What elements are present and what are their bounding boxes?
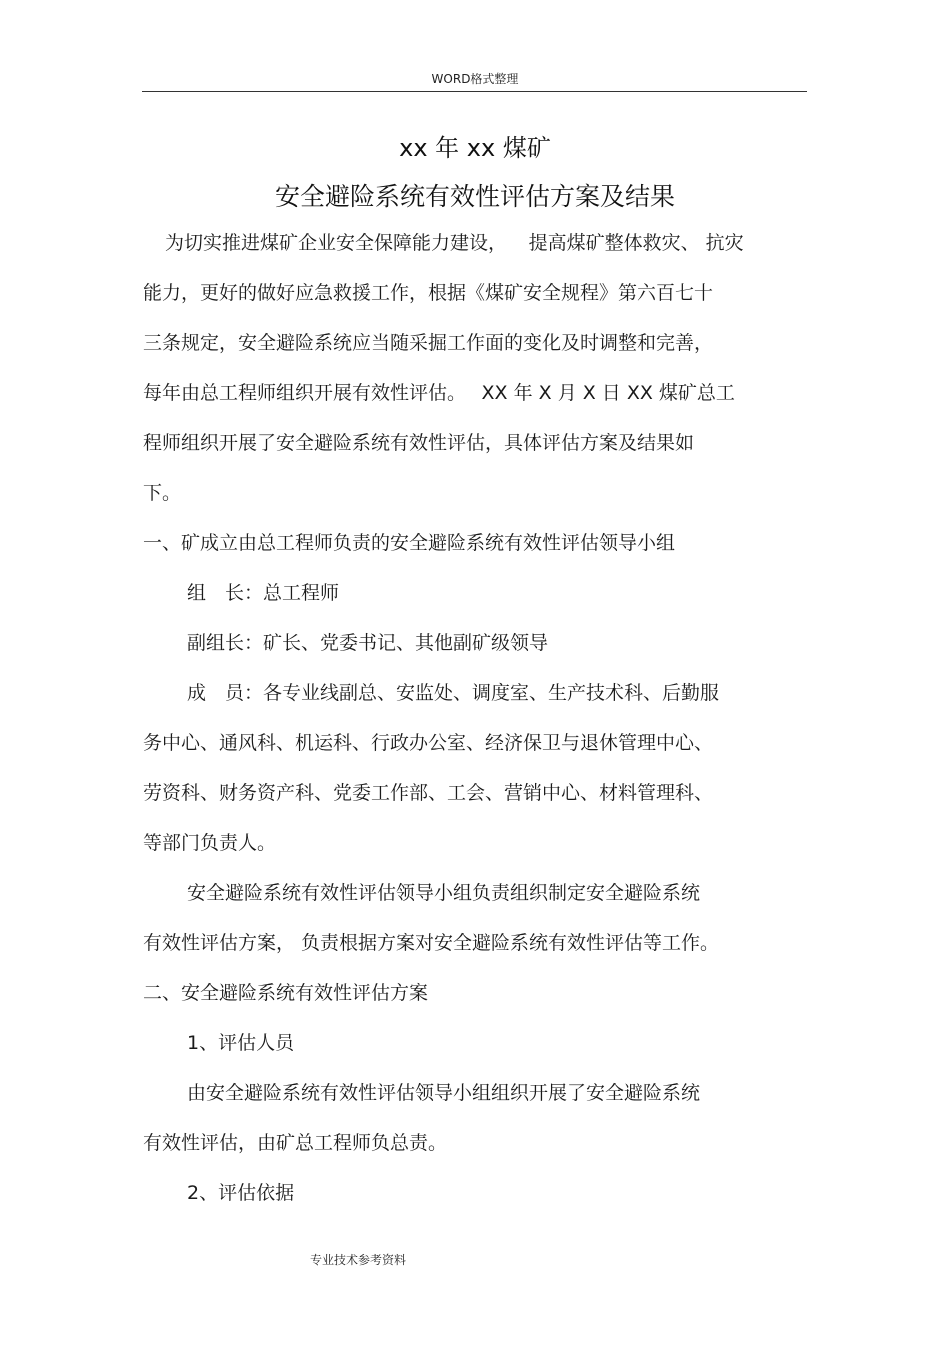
members-line: 务中心、通风科、机运科、行政办公室、经济保卫与退休管理中心、 bbox=[143, 732, 714, 754]
intro-line: 为切实推进煤矿企业安全保障能力建设， 提高煤矿整体救灾、 抗灾 bbox=[165, 232, 744, 254]
intro-line: 每年由总工程师组织开展有效性评估。 XX 年 X 月 X 日 XX 煤矿总工 bbox=[143, 382, 735, 404]
duty-line: 安全避险系统有效性评估领导小组负责组织制定安全避险系统 bbox=[187, 882, 701, 904]
members-line: 成 员：各专业线副总、安监处、调度室、生产技术科、后勤服 bbox=[187, 682, 720, 704]
intro-line: 下。 bbox=[143, 482, 182, 504]
section1-heading: 一、矿成立由总工程师负责的安全避险系统有效性评估领导小组 bbox=[143, 532, 676, 554]
members-line: 劳资科、财务资产科、党委工作部、工会、营销中心、材料管理科、 bbox=[143, 782, 714, 804]
intro-line: 程师组织开展了安全避险系统有效性评估，具体评估方案及结果如 bbox=[143, 432, 695, 454]
section2-heading: 二、安全避险系统有效性评估方案 bbox=[143, 982, 429, 1004]
duty-line: 有效性评估方案， 负责根据方案对安全避险系统有效性评估等工作。 bbox=[143, 932, 720, 954]
page-header: WORD格式整理 bbox=[431, 72, 519, 86]
item1-text-line: 由安全避险系统有效性评估领导小组组织开展了安全避险系统 bbox=[187, 1082, 701, 1104]
item2-heading: 2、评估依据 bbox=[187, 1182, 295, 1204]
document-title-line1: xx 年 xx 煤矿 bbox=[399, 134, 551, 162]
item1-heading: 1、评估人员 bbox=[187, 1032, 295, 1054]
leader-line: 组 长：总工程师 bbox=[187, 582, 340, 604]
intro-line: 能力，更好的做好应急救援工作，根据《煤矿安全规程》第六百七十 bbox=[143, 282, 714, 304]
header-divider bbox=[142, 91, 807, 92]
document-title-line2: 安全避险系统有效性评估方案及结果 bbox=[274, 182, 675, 211]
page-footer: 专业技术参考资料 bbox=[310, 1253, 407, 1267]
intro-line: 三条规定，安全避险系统应当随采掘工作面的变化及时调整和完善， bbox=[143, 332, 714, 354]
members-line: 等部门负责人。 bbox=[143, 832, 277, 854]
deputy-line: 副组长：矿长、党委书记、其他副矿级领导 bbox=[187, 632, 549, 654]
item1-text-line: 有效性评估，由矿总工程师负总责。 bbox=[143, 1132, 448, 1154]
